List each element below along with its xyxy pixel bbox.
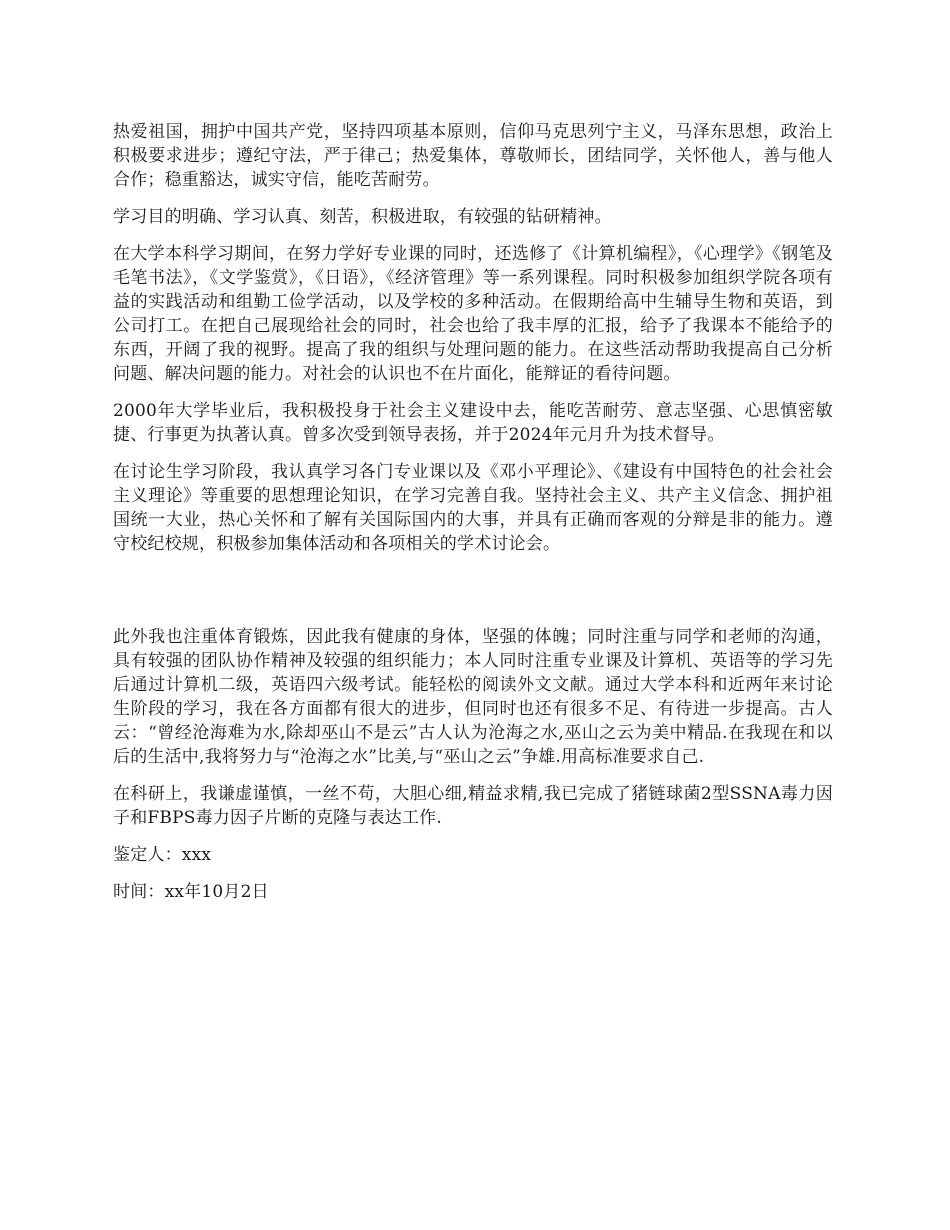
paragraph-work-experience: 2000年大学毕业后，我积极投身于社会主义建设中去，能吃苦耐劳、意志坚强、心思慎密敏捷、行事更为执著认真。曾多次受到领导表扬，并于2024年元月升为技术督导。: [113, 401, 833, 445]
paragraph-political-stance: 热爱祖国，拥护中国共产党，坚持四项基本原则，信仰马克思列宁主义，马泽东思想，政治上积极要求进步；遵纪守法，严于律己；热爱集体，尊敬师长，团结同学，关怀他人，善与他人合作；稳重豁达，诚实守信，能吃苦耐劳。: [113, 122, 833, 190]
appraiser-line: 鉴定人：xxx: [113, 845, 212, 865]
date-line: 时间：xx年10月2日: [113, 882, 269, 902]
paragraph-undergraduate-study: 在大学本科学习期间，在努力学好专业课的同时，还选修了《计算机编程》，《心理学》《钢笔及毛笔书法》，《文学鉴赏》，《日语》，《经济管理》等一系列课程。同时积极参加组织学院各项有益的实践活动和组勤工俭学活动，以及学校的多种活动。在假期给高中生辅导生物和英语，到公司打工。在把自己展现给社会的同时，社会也给了我丰厚的汇报，给予了我课本不能给予的东西，开阔了我的视野。提高了我的组织与处理问题的能力。在这些活动帮助我提高自己分析问题、解决问题的能力。对社会的认识也不在片面化，能辩证的看待问题。: [113, 244, 833, 384]
document-body: [113, 120, 833, 917]
paragraph-research: 在科研上，我谦虚谨慎，一丝不苟，大胆心细,精益求精,我已完成了猪链球菌2型SSNA毒力因子和FBPS毒力因子片断的克隆与表达工作.: [113, 784, 833, 828]
paragraph-graduate-study: 在讨论生学习阶段，我认真学习各门专业课以及《邓小平理论》、《建设有中国特色的社会社会主义理论》等重要的思想理论知识，在学习完善自我。坚持社会主义、共产主义信念、拥护祖国统一大业，热心关怀和了解有关国际国内的大事，并具有正确而客观的分辩是非的能力。遵守校纪校规，积极参加集体活动和各项相关的学术讨论会。: [113, 462, 833, 554]
blank-spacer: [113, 569, 833, 625]
paragraph-physical-and-skills: 此外我也注重体育锻炼，因此我有健康的身体，坚强的体魄；同时注重与同学和老师的沟通，具有较强的团队协作精神及较强的组织能力；本人同时注重专业课及计算机、英语等的学习先后通过计算机二级，英语四六级考试。能轻松的阅读外文文献。通过大学本科和近两年来讨论生阶段的学习，我在各方面都有很大的进步，但同时也还有很多不足、有待进一步提高。古人云：“曾经沧海难为水,除却巫山不是云”古人认为沧海之水,巫山之云为美中精品.在我现在和以后的生活中,我将努力与“沧海之水”比美,与“巫山之云”争雄.用高标准要求自己.: [113, 627, 833, 767]
paragraph-study-attitude: 学习目的明确、学习认真、刻苦，积极进取，有较强的钻研精神。: [113, 207, 612, 227]
